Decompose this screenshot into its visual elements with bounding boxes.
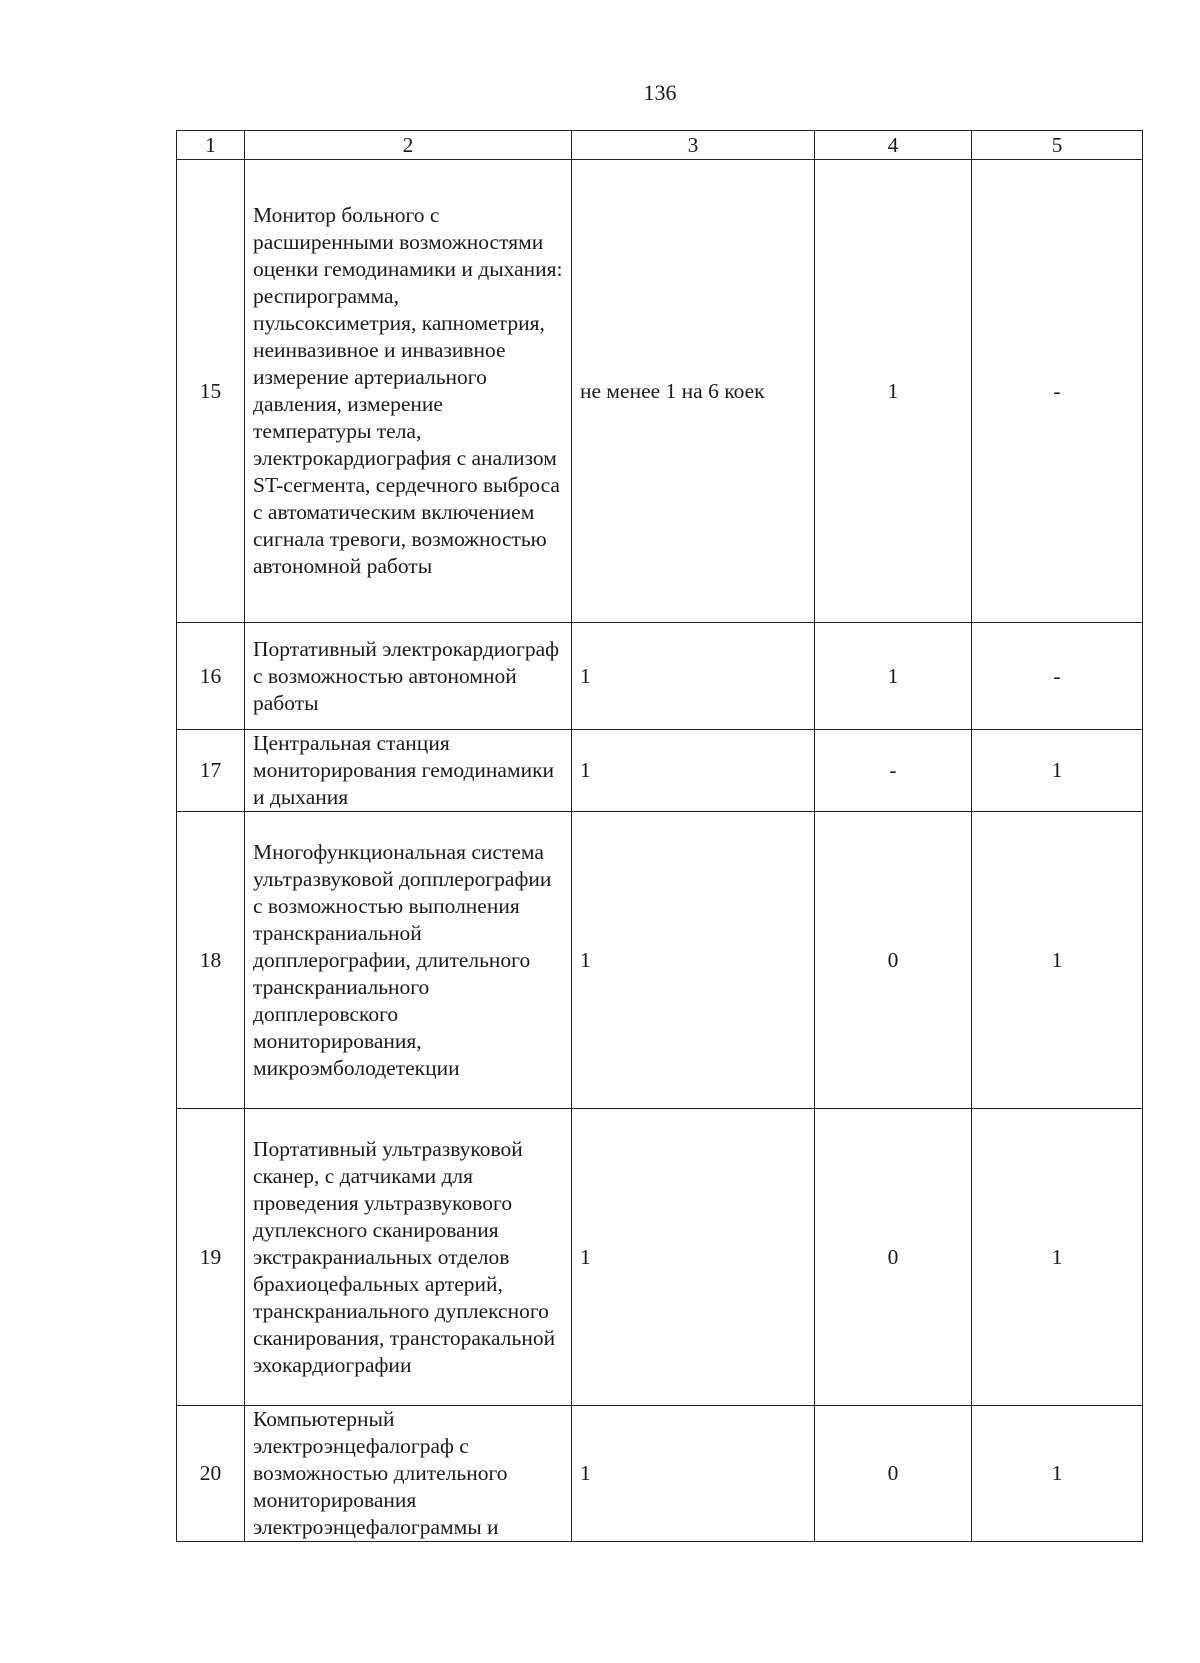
quantity-cell: 1 <box>572 730 815 812</box>
header-col-1: 1 <box>177 131 245 160</box>
quantity-cell: не менее 1 на 6 коек <box>572 160 815 623</box>
equipment-name: Монитор больного с расширенными возможностями оценки гемодинамики и дыхания: респирограмма, пульсоксиметрия, капнометрия, неинвазивное и инвазивное измерение артериального давления, измерение температуры тела, электрокардиография с анализом ST-сегмента, сердечного выброса с автоматическим включением сигнала тревоги, возможностью автономной работы <box>245 160 572 623</box>
column-4-cell: 1 <box>815 160 972 623</box>
page-number: 136 <box>643 80 677 105</box>
equipment-name: Многофункциональная система ультразвуковой допплерографии с возможностью выполнения транскраниальной допплерографии, длительного транскраниального допплеровского мониторирования, микроэмболодетекции <box>245 812 572 1109</box>
column-5-cell: 1 <box>972 812 1143 1109</box>
row-number: 17 <box>177 730 245 812</box>
column-4-cell: - <box>815 730 972 812</box>
equipment-name: Портативный ультразвуковой сканер, с датчиками для проведения ультразвукового дуплексного сканирования экстракраниальных отделов брахиоцефальных артерий, транскраниального дуплексного сканирования, трансторакальной эхокардиографии <box>245 1109 572 1406</box>
column-4-cell: 0 <box>815 812 972 1109</box>
column-5-cell: 1 <box>972 730 1143 812</box>
row-number: 15 <box>177 160 245 623</box>
table-row <box>177 1406 1143 1542</box>
table-row <box>177 623 1143 730</box>
table-row <box>177 812 1143 1109</box>
quantity-cell: 1 <box>572 623 815 730</box>
column-5-cell: 1 <box>972 1406 1143 1542</box>
header-col-5: 5 <box>972 131 1143 160</box>
quantity-cell: 1 <box>572 1406 815 1542</box>
row-number: 18 <box>177 812 245 1109</box>
row-number: 16 <box>177 623 245 730</box>
table-header <box>177 131 1143 160</box>
table-row <box>177 160 1143 623</box>
equipment-name: Центральная станция мониторирования гемодинамики и дыхания <box>245 730 572 812</box>
column-4-cell: 1 <box>815 623 972 730</box>
table-body <box>177 160 1143 1542</box>
column-5-cell: - <box>972 160 1143 623</box>
header-col-2: 2 <box>245 131 572 160</box>
table-row <box>177 1109 1143 1406</box>
header-col-4: 4 <box>815 131 972 160</box>
column-5-cell: - <box>972 623 1143 730</box>
header-col-3: 3 <box>572 131 815 160</box>
equipment-table <box>176 130 1143 1542</box>
column-5-cell: 1 <box>972 1109 1143 1406</box>
header-row <box>177 131 1143 160</box>
column-4-cell: 0 <box>815 1406 972 1542</box>
equipment-name: Компьютерный электроэнцефалограф с возможностью длительного мониторирования электроэнцефалограммы и <box>245 1406 572 1542</box>
row-number: 20 <box>177 1406 245 1542</box>
row-number: 19 <box>177 1109 245 1406</box>
table-row <box>177 730 1143 812</box>
quantity-cell: 1 <box>572 1109 815 1406</box>
quantity-cell: 1 <box>572 812 815 1109</box>
equipment-name: Портативный электрокардиограф с возможностью автономной работы <box>245 623 572 730</box>
column-4-cell: 0 <box>815 1109 972 1406</box>
